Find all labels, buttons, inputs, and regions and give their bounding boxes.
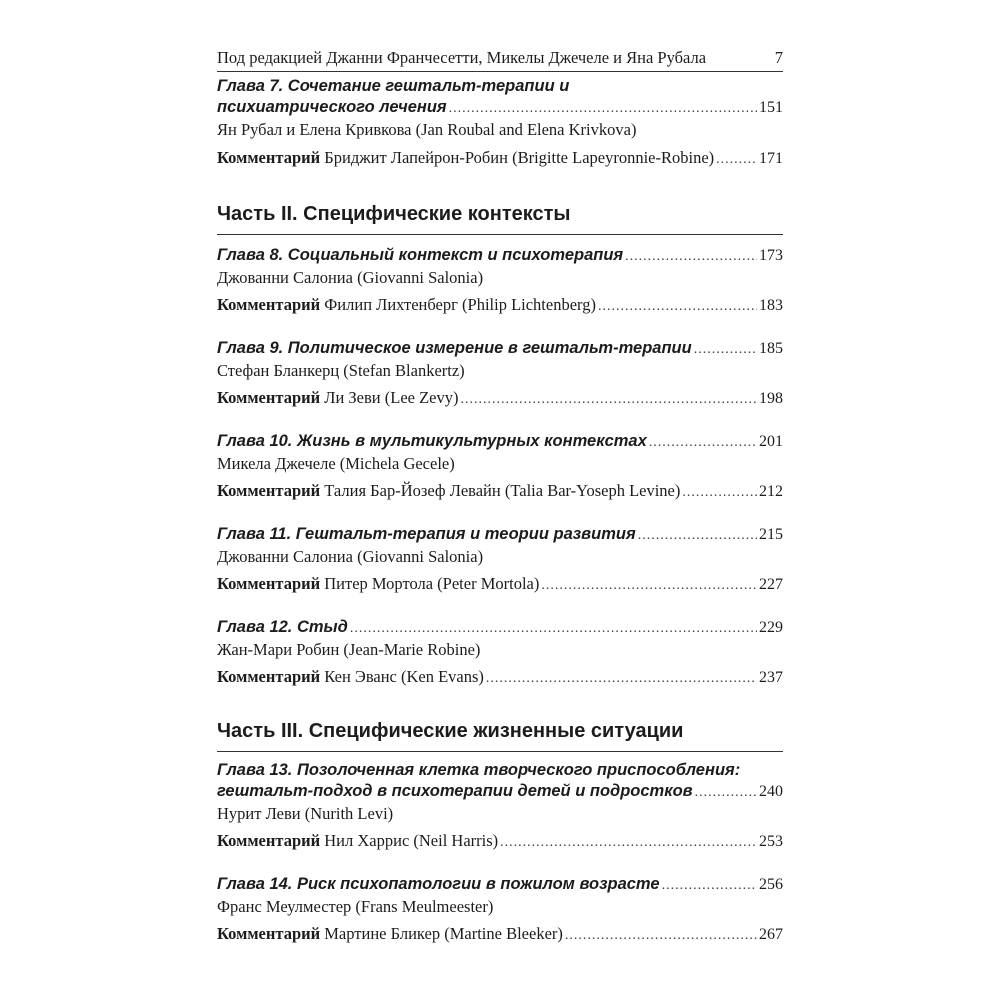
chapter-8-author: Джованни Салониа (Giovanni Salonia) — [217, 268, 484, 287]
leader-dots — [649, 432, 757, 453]
toc-entry-chapter-7 — [217, 76, 783, 170]
chapter-12-author: Жан-Мари Робин (Jean-Marie Robine) — [217, 640, 481, 659]
leader-dots — [565, 925, 757, 946]
leader-dots — [662, 875, 757, 896]
chapter-9-title-text: Глава 9. Политическое измерение в гештальт-терапии — [217, 339, 692, 357]
chapter-11-title-text: Глава 11. Гештальт-терапия и теории развития — [217, 525, 636, 543]
chapter-8-title-text: Глава 8. Социальный контекст и психотерапия — [217, 246, 624, 264]
chapter-13-author: Нурит Леви (Nurith Levi) — [217, 804, 394, 823]
chapter-7-title-text: психиатрического лечения — [217, 98, 447, 116]
chapter-13-title-line2[interactable] — [217, 781, 783, 803]
comment-page: 212 — [759, 483, 783, 500]
chapter-12-title-text: Глава 12. Стыд — [217, 618, 348, 636]
chapter-13-title-line1: Глава 13. Позолоченная клетка творческого приспособления: — [217, 761, 741, 779]
comment-author: Мартине Бликер (Martine Bleeker) — [324, 924, 563, 943]
toc-entry-chapter-12 — [217, 617, 783, 689]
comment-label: Комментарий — [217, 667, 321, 686]
toc-entry-chapter-11 — [217, 524, 783, 596]
chapter-7-comment[interactable] — [217, 147, 783, 170]
chapter-9-comment[interactable] — [217, 387, 783, 410]
chapter-8-title[interactable] — [217, 245, 783, 267]
chapter-7-title-line2[interactable] — [217, 97, 783, 119]
comment-author: Питер Мортола (Peter Mortola) — [324, 574, 540, 593]
leader-dots — [694, 339, 757, 360]
comment-label: Комментарий — [217, 924, 321, 943]
chapter-8-comment[interactable] — [217, 294, 783, 317]
comment-label: Комментарий — [217, 831, 321, 850]
comment-page: 227 — [759, 576, 783, 593]
comment-page: 171 — [759, 150, 783, 167]
toc-entry-chapter-9 — [217, 338, 783, 410]
chapter-10-page: 201 — [759, 433, 783, 450]
leader-dots — [695, 782, 757, 803]
chapter-9-page: 185 — [759, 340, 783, 357]
leader-dots — [625, 246, 757, 267]
chapter-14-title-text: Глава 14. Риск психопатологии в пожилом возрасте — [217, 875, 660, 893]
comment-label: Комментарий — [217, 481, 321, 500]
chapter-10-title-text: Глава 10. Жизнь в мультикультурных контекстах — [217, 432, 647, 450]
leader-dots — [486, 668, 757, 689]
comment-author: Филип Лихтенберг (Philip Lichtenberg) — [324, 295, 596, 314]
chapter-10-title[interactable] — [217, 431, 783, 453]
chapter-13-comment[interactable] — [217, 830, 783, 853]
leader-dots — [716, 149, 757, 170]
leader-dots — [461, 389, 758, 410]
comment-label: Комментарий — [217, 388, 321, 407]
chapter-11-title[interactable] — [217, 524, 783, 546]
comment-author: Бриджит Лапейрон-Робин (Brigitte Lapeyronnie-Robine) — [324, 148, 715, 167]
comment-author: Ли Зеви (Lee Zevy) — [324, 388, 459, 407]
chapter-14-author: Франс Меулместер (Frans Meulmeester) — [217, 897, 494, 916]
header-page-number: 7 — [774, 48, 783, 67]
toc-entry-chapter-8 — [217, 245, 783, 317]
leader-dots — [350, 618, 757, 639]
chapter-11-page: 215 — [759, 526, 783, 543]
comment-author: Кен Эванс (Ken Evans) — [324, 667, 484, 686]
leader-dots — [682, 482, 757, 503]
chapter-13-title-text: гештальт-подход в психотерапии детей и подростков — [217, 782, 693, 800]
leader-dots — [541, 575, 757, 596]
part-2-heading: Часть II. Специфические контексты — [217, 202, 783, 235]
leader-dots — [449, 98, 757, 119]
chapter-8-page: 173 — [759, 247, 783, 264]
chapter-9-title[interactable] — [217, 338, 783, 360]
comment-page: 198 — [759, 390, 783, 407]
chapter-12-title[interactable] — [217, 617, 783, 639]
chapter-14-comment[interactable] — [217, 923, 783, 946]
toc-page — [217, 48, 783, 946]
chapter-7-author: Ян Рубал и Елена Кривкова (Jan Roubal and Elena Krivkova) — [217, 120, 637, 139]
comment-page: 237 — [759, 669, 783, 686]
chapter-10-author: Микела Джечеле (Michela Gecele) — [217, 454, 455, 473]
chapter-12-page: 229 — [759, 619, 783, 636]
chapter-14-page: 256 — [759, 876, 783, 893]
chapter-7-title-line1: Глава 7. Сочетание гештальт-терапии и — [217, 77, 570, 95]
chapter-11-comment[interactable] — [217, 573, 783, 596]
comment-author: Нил Харрис (Neil Harris) — [324, 831, 499, 850]
toc-entry-chapter-14 — [217, 874, 783, 946]
chapter-14-title[interactable] — [217, 874, 783, 896]
part-3-heading: Часть III. Специфические жизненные ситуации — [217, 719, 783, 752]
comment-page: 183 — [759, 297, 783, 314]
chapter-7-page: 151 — [759, 99, 783, 116]
leader-dots — [500, 832, 757, 853]
chapter-11-author: Джованни Салониа (Giovanni Salonia) — [217, 547, 484, 566]
comment-label: Комментарий — [217, 574, 321, 593]
running-header — [217, 48, 783, 72]
chapter-12-comment[interactable] — [217, 666, 783, 689]
toc-entry-chapter-13 — [217, 760, 783, 853]
comment-label: Комментарий — [217, 148, 321, 167]
chapter-13-page: 240 — [759, 783, 783, 800]
header-editors: Под редакцией Джанни Франчесетти, Микелы Джечеле и Яна Рубала — [217, 48, 707, 67]
comment-label: Комментарий — [217, 295, 321, 314]
chapter-10-comment[interactable] — [217, 480, 783, 503]
leader-dots — [638, 525, 757, 546]
chapter-9-author: Стефан Бланкерц (Stefan Blankertz) — [217, 361, 465, 380]
toc-entry-chapter-10 — [217, 431, 783, 503]
comment-author: Талия Бар-Йозеф Левайн (Talia Bar-Yoseph Levine) — [324, 481, 681, 500]
comment-page: 253 — [759, 833, 783, 850]
comment-page: 267 — [759, 926, 783, 943]
leader-dots — [598, 296, 757, 317]
